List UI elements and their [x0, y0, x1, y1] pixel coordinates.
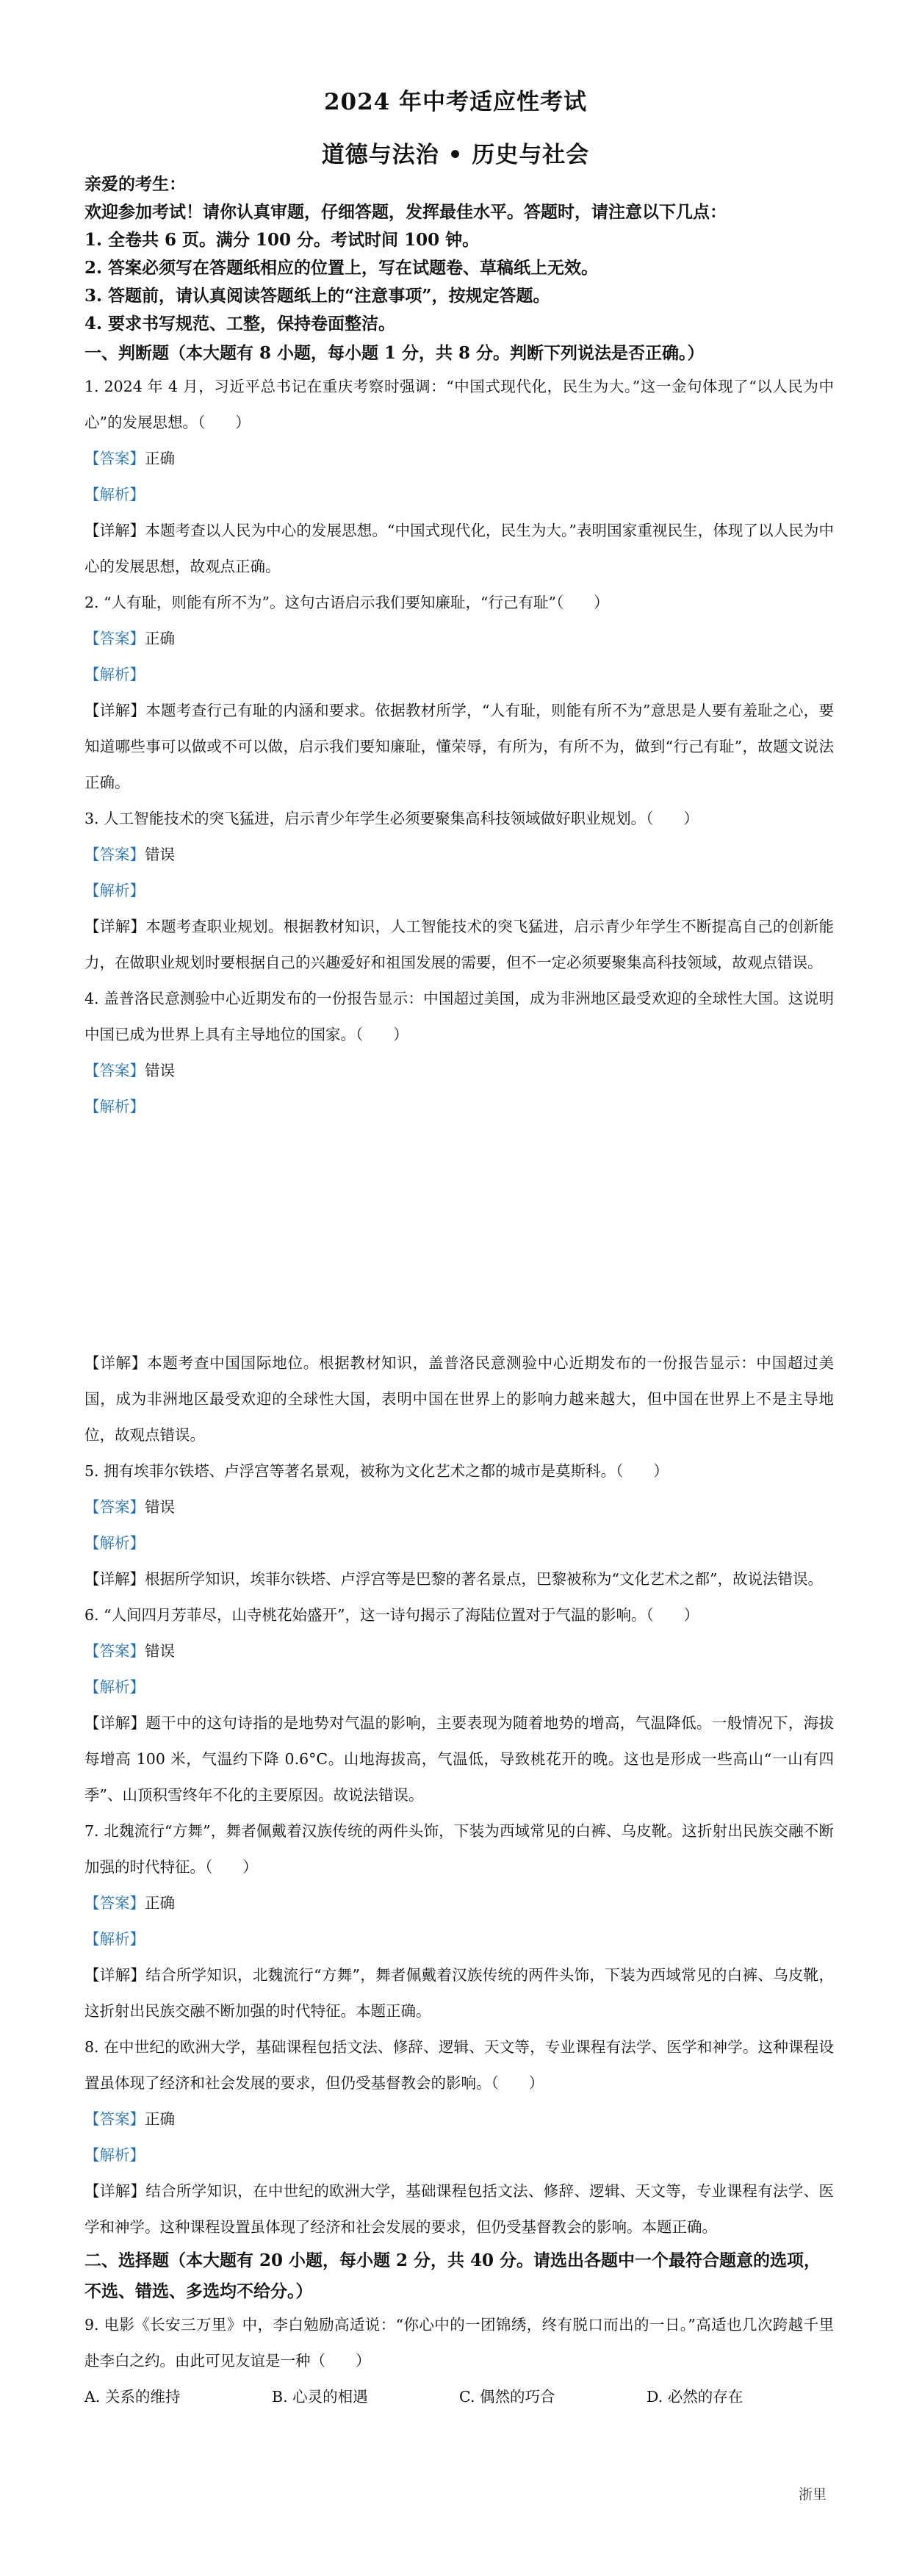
question-1: [84, 369, 834, 585]
answer-value: 正确: [145, 630, 175, 647]
option-c: C. 偶然的巧合: [459, 2388, 555, 2406]
greeting: 亲爱的考生：: [84, 174, 186, 194]
answer-line: [84, 441, 834, 477]
question-detail: 【详解】题干中的这句诗指的是地势对气温的影响，主要表现为随着地势的增高，气温降低。一般情况下，海拔每增高 100 米，气温约下降 0.6°C。山地海拔高，气温低，导致桃花开的晚。这也是形成一些高山“一山有四季”、山顶积雪终年不化的主要原因。故说法错误。: [84, 1714, 834, 1804]
answer-value: 正确: [145, 2110, 175, 2128]
analysis-tag: 【解析】: [84, 2146, 145, 2164]
question-detail: 【详解】本题考查以人民为中心的发展思想。“中国式现代化，民生为大。”表明国家重视民生，体现了以人民为中心的发展思想，故观点正确。: [84, 522, 834, 575]
analysis-tag: 【解析】: [84, 882, 145, 899]
exam-subtitle: 道德与法治 • 历史与社会: [321, 142, 590, 168]
question-3: [84, 801, 834, 981]
option-b: B. 心灵的相遇: [272, 2388, 368, 2406]
answer-tag: 【答案】: [84, 846, 145, 863]
instruction-item: 1. 全卷共 6 页。满分 100 分。考试时间 100 钟。: [84, 230, 480, 250]
analysis-tag: 【解析】: [84, 1534, 145, 1552]
answer-line: [84, 1489, 834, 1525]
question-stem: 9. 电影《长安三万里》中，李白勉励高适说：“你心中的一团锦绣，终有脱口而出的一日。”高适也几次跨越千里赴李白之约。由此可见友谊是一种（ ）: [84, 2316, 834, 2370]
question-stem: 3. 人工智能技术的突飞猛进，启示青少年学生必须要聚集高科技领域做好职业规划。（ ）: [84, 810, 699, 827]
answer-tag: 【答案】: [84, 450, 145, 467]
analysis-tag: 【解析】: [84, 1678, 145, 1696]
answer-value: 错误: [145, 1062, 175, 1079]
document-body: [84, 170, 834, 2415]
analysis-tag: 【解析】: [84, 486, 145, 503]
question-4: [84, 981, 834, 1453]
option-a: A. 关系的维持: [84, 2388, 181, 2406]
answer-value: 正确: [145, 450, 175, 467]
answer-line: [84, 1633, 834, 1669]
option-list: [84, 2379, 834, 2415]
question-9: [84, 2307, 834, 2415]
question-stem: 8. 在中世纪的欧洲大学，基础课程包括文法、修辞、逻辑、天文等，专业课程有法学、医学和神学。这种课程设置虽体现了经济和社会发展的要求，但仍受基督教会的影响。（ ）: [84, 2038, 834, 2092]
question-detail: 【详解】结合所学知识，在中世纪的欧洲大学，基础课程包括文法、修辞、逻辑、天文等，专业课程有法学、医学和神学。这种课程设置虽体现了经济和社会发展的要求，但仍受基督教会的影响。本题正确。: [84, 2182, 834, 2236]
question-2: [84, 585, 834, 801]
analysis-tag: 【解析】: [84, 1930, 145, 1948]
question-5: [84, 1453, 834, 1597]
option-d: D. 必然的存在: [647, 2388, 743, 2406]
answer-line: [84, 621, 834, 657]
instructions: [84, 170, 834, 338]
answer-tag: 【答案】: [84, 1498, 145, 1516]
question-detail: 【详解】本题考查行己有耻的内涵和要求。依据教材所学，“人有耻，则能有所不为”意思是人要有羞耻之心，要知道哪些事可以做或不可以做，启示我们要知廉耻，懂荣辱，有所为，有所不为，做到“行己有耻”，故题文说法正确。: [84, 702, 834, 791]
answer-value: 正确: [145, 1894, 175, 1912]
answer-tag: 【答案】: [84, 1894, 145, 1912]
question-stem: 6. “人间四月芳菲尽，山寺桃花始盛开”，这一诗句揭示了海陆位置对于气温的影响。（ ）: [84, 1606, 699, 1624]
instruction-item: 3. 答题前，请认真阅读答题纸上的“注意事项”，按规定答题。: [84, 286, 550, 306]
question-stem: 7. 北魏流行“方舞”，舞者佩戴着汉族传统的两件头饰，下装为西域常见的白裤、乌皮靴。这折射出民族交融不断加强的时代特征。（ ）: [84, 1822, 834, 1876]
section-2-heading: 二、选择题（本大题有 20 小题，每小题 2 分，共 40 分。请选出各题中一个最符合题意的选项，不选、错选、多选均不给分。）: [84, 2251, 821, 2301]
question-stem: 4. 盖普洛民意测验中心近期发布的一份报告显示：中国超过美国，成为非洲地区最受欢迎的全球性大国。这说明中国已成为世界上具有主导地位的国家。（ ）: [84, 990, 834, 1043]
question-7: [84, 1813, 834, 2029]
answer-line: [84, 2101, 834, 2137]
question-detail: 【详解】结合所学知识，北魏流行“方舞”，舞者佩戴着汉族传统的两件头饰，下装为西域常见的白裤、乌皮靴，这折射出民族交融不断加强的时代特征。本题正确。: [84, 1966, 834, 2020]
question-stem: 2. “人有耻，则能有所不为”。这句古语启示我们要知廉耻，“行己有耻”（ ）: [84, 594, 609, 611]
question-detail: 【详解】本题考查职业规划。根据教材知识，人工智能技术的突飞猛进，启示青少年学生不断提高自己的创新能力，在做职业规划时要根据自己的兴趣爱好和祖国发展的需要，但不一定必须要聚集高科技领域，故观点错误。: [84, 918, 834, 971]
exam-title: 2024 年中考适应性考试: [323, 89, 588, 115]
analysis-tag: 【解析】: [84, 666, 145, 683]
question-detail: 【详解】根据所学知识，埃菲尔铁塔、卢浮宫等是巴黎的著名景点，巴黎被称为“文化艺术之都”，故说法错误。: [84, 1570, 823, 1588]
footer-source: 浙里: [798, 2486, 827, 2503]
section-1-heading: 一、判断题（本大题有 8 小题，每小题 1 分，共 8 分。判断下列说法是否正确。）: [84, 343, 705, 363]
answer-value: 错误: [145, 1642, 175, 1660]
question-6: [84, 1597, 834, 1813]
answer-tag: 【答案】: [84, 630, 145, 647]
instructions-intro: 欢迎参加考试！请你认真审题，仔细答题，发挥最佳水平。答题时，请注意以下几点：: [84, 202, 727, 222]
answer-value: 错误: [145, 1498, 175, 1516]
question-stem: 5. 拥有埃菲尔铁塔、卢浮宫等著名景观，被称为文化艺术之都的城市是莫斯科。（ ）: [84, 1462, 669, 1480]
answer-line: [84, 1053, 834, 1089]
answer-line: [84, 1885, 834, 1921]
title-block: [0, 79, 911, 178]
answer-tag: 【答案】: [84, 1642, 145, 1660]
instruction-item: 2. 答案必须写在答题纸相应的位置上，写在试题卷、草稿纸上无效。: [84, 258, 599, 278]
answer-value: 错误: [145, 846, 175, 863]
answer-tag: 【答案】: [84, 1062, 145, 1079]
question-8: [84, 2029, 834, 2245]
instruction-item: 4. 要求书写规范、工整，保持卷面整洁。: [84, 314, 396, 334]
answer-line: [84, 837, 834, 873]
question-detail: 【详解】本题考查中国国际地位。根据教材知识，盖普洛民意测验中心近期发布的一份报告显示：中国超过美国，成为非洲地区最受欢迎的全球性大国，表明中国在世界上的影响力越来越大，但中国在世界上不是主导地位，故观点错误。: [84, 1354, 834, 1444]
answer-tag: 【答案】: [84, 2110, 145, 2128]
question-stem: 1. 2024 年 4 月，习近平总书记在重庆考察时强调：“中国式现代化，民生为大。”这一金句体现了“以人民为中心”的发展思想。（ ）: [84, 378, 834, 431]
analysis-tag: 【解析】: [84, 1098, 145, 1115]
blank-space: [84, 1125, 834, 1345]
